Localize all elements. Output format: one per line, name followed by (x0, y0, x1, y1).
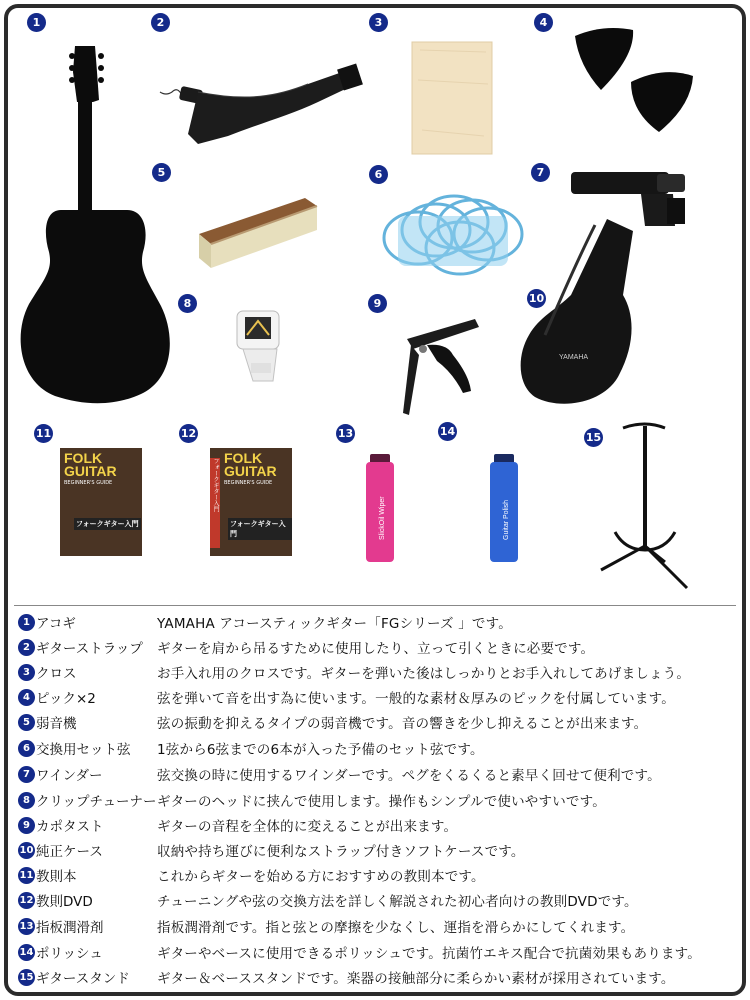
case-logo: YAMAHA (559, 354, 589, 361)
guitar-picks-image (573, 26, 698, 136)
list-item (18, 966, 675, 988)
row-item-name: 純正ケース (36, 844, 103, 860)
list-item (18, 611, 512, 633)
row-number-badge: 8 (18, 792, 35, 809)
instruction-dvd-image (210, 448, 292, 556)
row-item-description: 弦交換の時に使用するワインダーです。ペグをくるくると素早く回せて便利です。 (157, 768, 661, 784)
item-badge-2: 2 (151, 13, 170, 32)
row-item-description: ギター＆ベーススタンドです。楽器の接触部分に柔らかい素材が採用されています。 (157, 971, 675, 987)
dvd-side-title: フォークギター入門 (210, 458, 220, 548)
item-badge-1: 1 (27, 13, 46, 32)
item-badge-10: 10 (527, 289, 546, 308)
row-item-name: ピック×2 (36, 691, 96, 707)
row-number-badge: 9 (18, 817, 35, 834)
row-item-description: チューニングや弦の交換方法を詳しく解説された初心者向けの教則DVDです。 (157, 894, 638, 910)
fingerboard-lubricant-image (362, 452, 398, 564)
row-item-name: アコギ (36, 616, 76, 632)
row-item-description: ギターの音程を全体的に変えることが出来ます。 (157, 819, 458, 835)
row-item-description: YAMAHA アコースティックギター「FGシリーズ 」です。 (157, 616, 512, 632)
item-badge-7: 7 (531, 163, 550, 182)
list-item (18, 789, 606, 811)
clip-tuner-image (225, 305, 295, 385)
section-divider (14, 605, 736, 606)
row-item-name: 弱音機 (36, 716, 77, 732)
row-item-name: カポタスト (36, 819, 104, 835)
row-number-badge: 4 (18, 689, 35, 706)
book-title-line1: FOLK (64, 450, 103, 466)
row-item-name: クリップチューナー (36, 794, 157, 810)
row-number-badge: 15 (18, 969, 35, 986)
list-item (18, 814, 457, 836)
row-number-badge: 10 (18, 842, 35, 859)
replacement-strings-image (378, 186, 530, 282)
polishing-cloth-image (410, 40, 495, 157)
list-item (18, 686, 675, 708)
list-item (18, 711, 647, 733)
row-number-badge: 6 (18, 740, 35, 757)
row-item-description: ギターのヘッドに挟んで使用します。操作もシンプルで使いやすいです。 (157, 794, 606, 810)
item-badge-9: 9 (368, 294, 387, 313)
item-badge-4: 4 (534, 13, 553, 32)
book-subtitle: BEGINNER'S GUIDE (64, 480, 113, 486)
dvd-jp-title: フォークギター入門 (228, 518, 292, 540)
row-item-description: お手入れ用のクロスです。ギターを弾いた後はしっかりとお手入れしてあげましょう。 (157, 666, 691, 682)
row-item-description: 1弦から6弦までの6本が入った予備のセット弦です。 (157, 742, 484, 758)
row-item-name: 教則DVD (36, 894, 93, 910)
row-item-name: 教則本 (36, 869, 77, 885)
row-number-badge: 13 (18, 918, 35, 935)
row-item-description: 弦の振動を抑えるタイプの弱音機です。音の響きを少し抑えることが出来ます。 (157, 716, 648, 732)
string-mute-image (195, 194, 320, 274)
item-badge-13: 13 (336, 424, 355, 443)
row-item-name: クロス (36, 666, 77, 682)
row-item-description: 指板潤滑剤です。指と弦との摩擦を少なくし、運指を滑らかにしてくれます。 (157, 920, 635, 936)
item-badge-6: 6 (369, 165, 388, 184)
acoustic-guitar-image (15, 42, 175, 404)
row-number-badge: 5 (18, 714, 35, 731)
list-item (18, 737, 484, 759)
row-number-badge: 7 (18, 766, 35, 783)
row-item-name: ギターストラップ (36, 641, 143, 657)
item-badge-3: 3 (369, 13, 388, 32)
guitar-stand-image (595, 420, 695, 595)
row-item-description: 弦を弾いて音を出す為に使います。一般的な素材＆厚みのピックを付属しています。 (157, 691, 675, 707)
row-number-badge: 12 (18, 892, 35, 909)
book-jp-title: フォークギター入門 (76, 520, 139, 528)
list-item (18, 941, 701, 963)
row-number-badge: 11 (18, 867, 35, 884)
row-item-name: 指板潤滑剤 (36, 920, 104, 936)
dvd-title-line1: FOLK (224, 450, 263, 466)
book-title-line2: GUITAR (64, 463, 117, 479)
row-number-badge: 1 (18, 614, 35, 631)
soft-case-image (515, 215, 645, 415)
list-item (18, 763, 661, 785)
item-badge-12: 12 (179, 424, 198, 443)
item-badge-8: 8 (178, 294, 197, 313)
capo-image (397, 315, 487, 420)
lubricant-label: SlickOil Wiper (379, 496, 386, 540)
row-number-badge: 2 (18, 639, 35, 656)
row-item-description: 収納や持ち運びに便利なストラップ付きソフトケースです。 (157, 844, 525, 860)
list-item (18, 864, 485, 886)
list-item (18, 661, 690, 683)
polish-label: Guitar Polish (503, 499, 510, 540)
guitar-polish-image (486, 452, 522, 564)
guitar-strap-image (158, 62, 363, 150)
dvd-title-line2: GUITAR (224, 463, 277, 479)
row-number-badge: 3 (18, 664, 35, 681)
list-item (18, 889, 638, 911)
dvd-subtitle: BEGINNER'S GUIDE (224, 480, 273, 486)
row-item-name: ワインダー (36, 768, 103, 784)
row-item-description: ギターやベースに使用できるポリッシュです。抗菌竹エキス配合で抗菌効果もあります。 (157, 946, 701, 962)
item-badge-5: 5 (152, 163, 171, 182)
list-item (18, 636, 594, 658)
item-badge-15: 15 (584, 428, 603, 447)
row-item-description: これからギターを始める方におすすめの教則本です。 (157, 869, 485, 885)
row-item-description: ギターを肩から吊るすために使用したり、立って引くときに必要です。 (157, 641, 595, 657)
row-number-badge: 14 (18, 944, 35, 961)
row-item-name: ポリッシュ (36, 946, 103, 962)
row-item-name: 交換用セット弦 (36, 742, 131, 758)
list-item (18, 915, 634, 937)
instruction-book-image (60, 448, 142, 556)
item-badge-14: 14 (438, 422, 457, 441)
list-item (18, 839, 525, 861)
row-item-name: ギタースタンド (36, 971, 130, 987)
item-badge-11: 11 (34, 424, 53, 443)
